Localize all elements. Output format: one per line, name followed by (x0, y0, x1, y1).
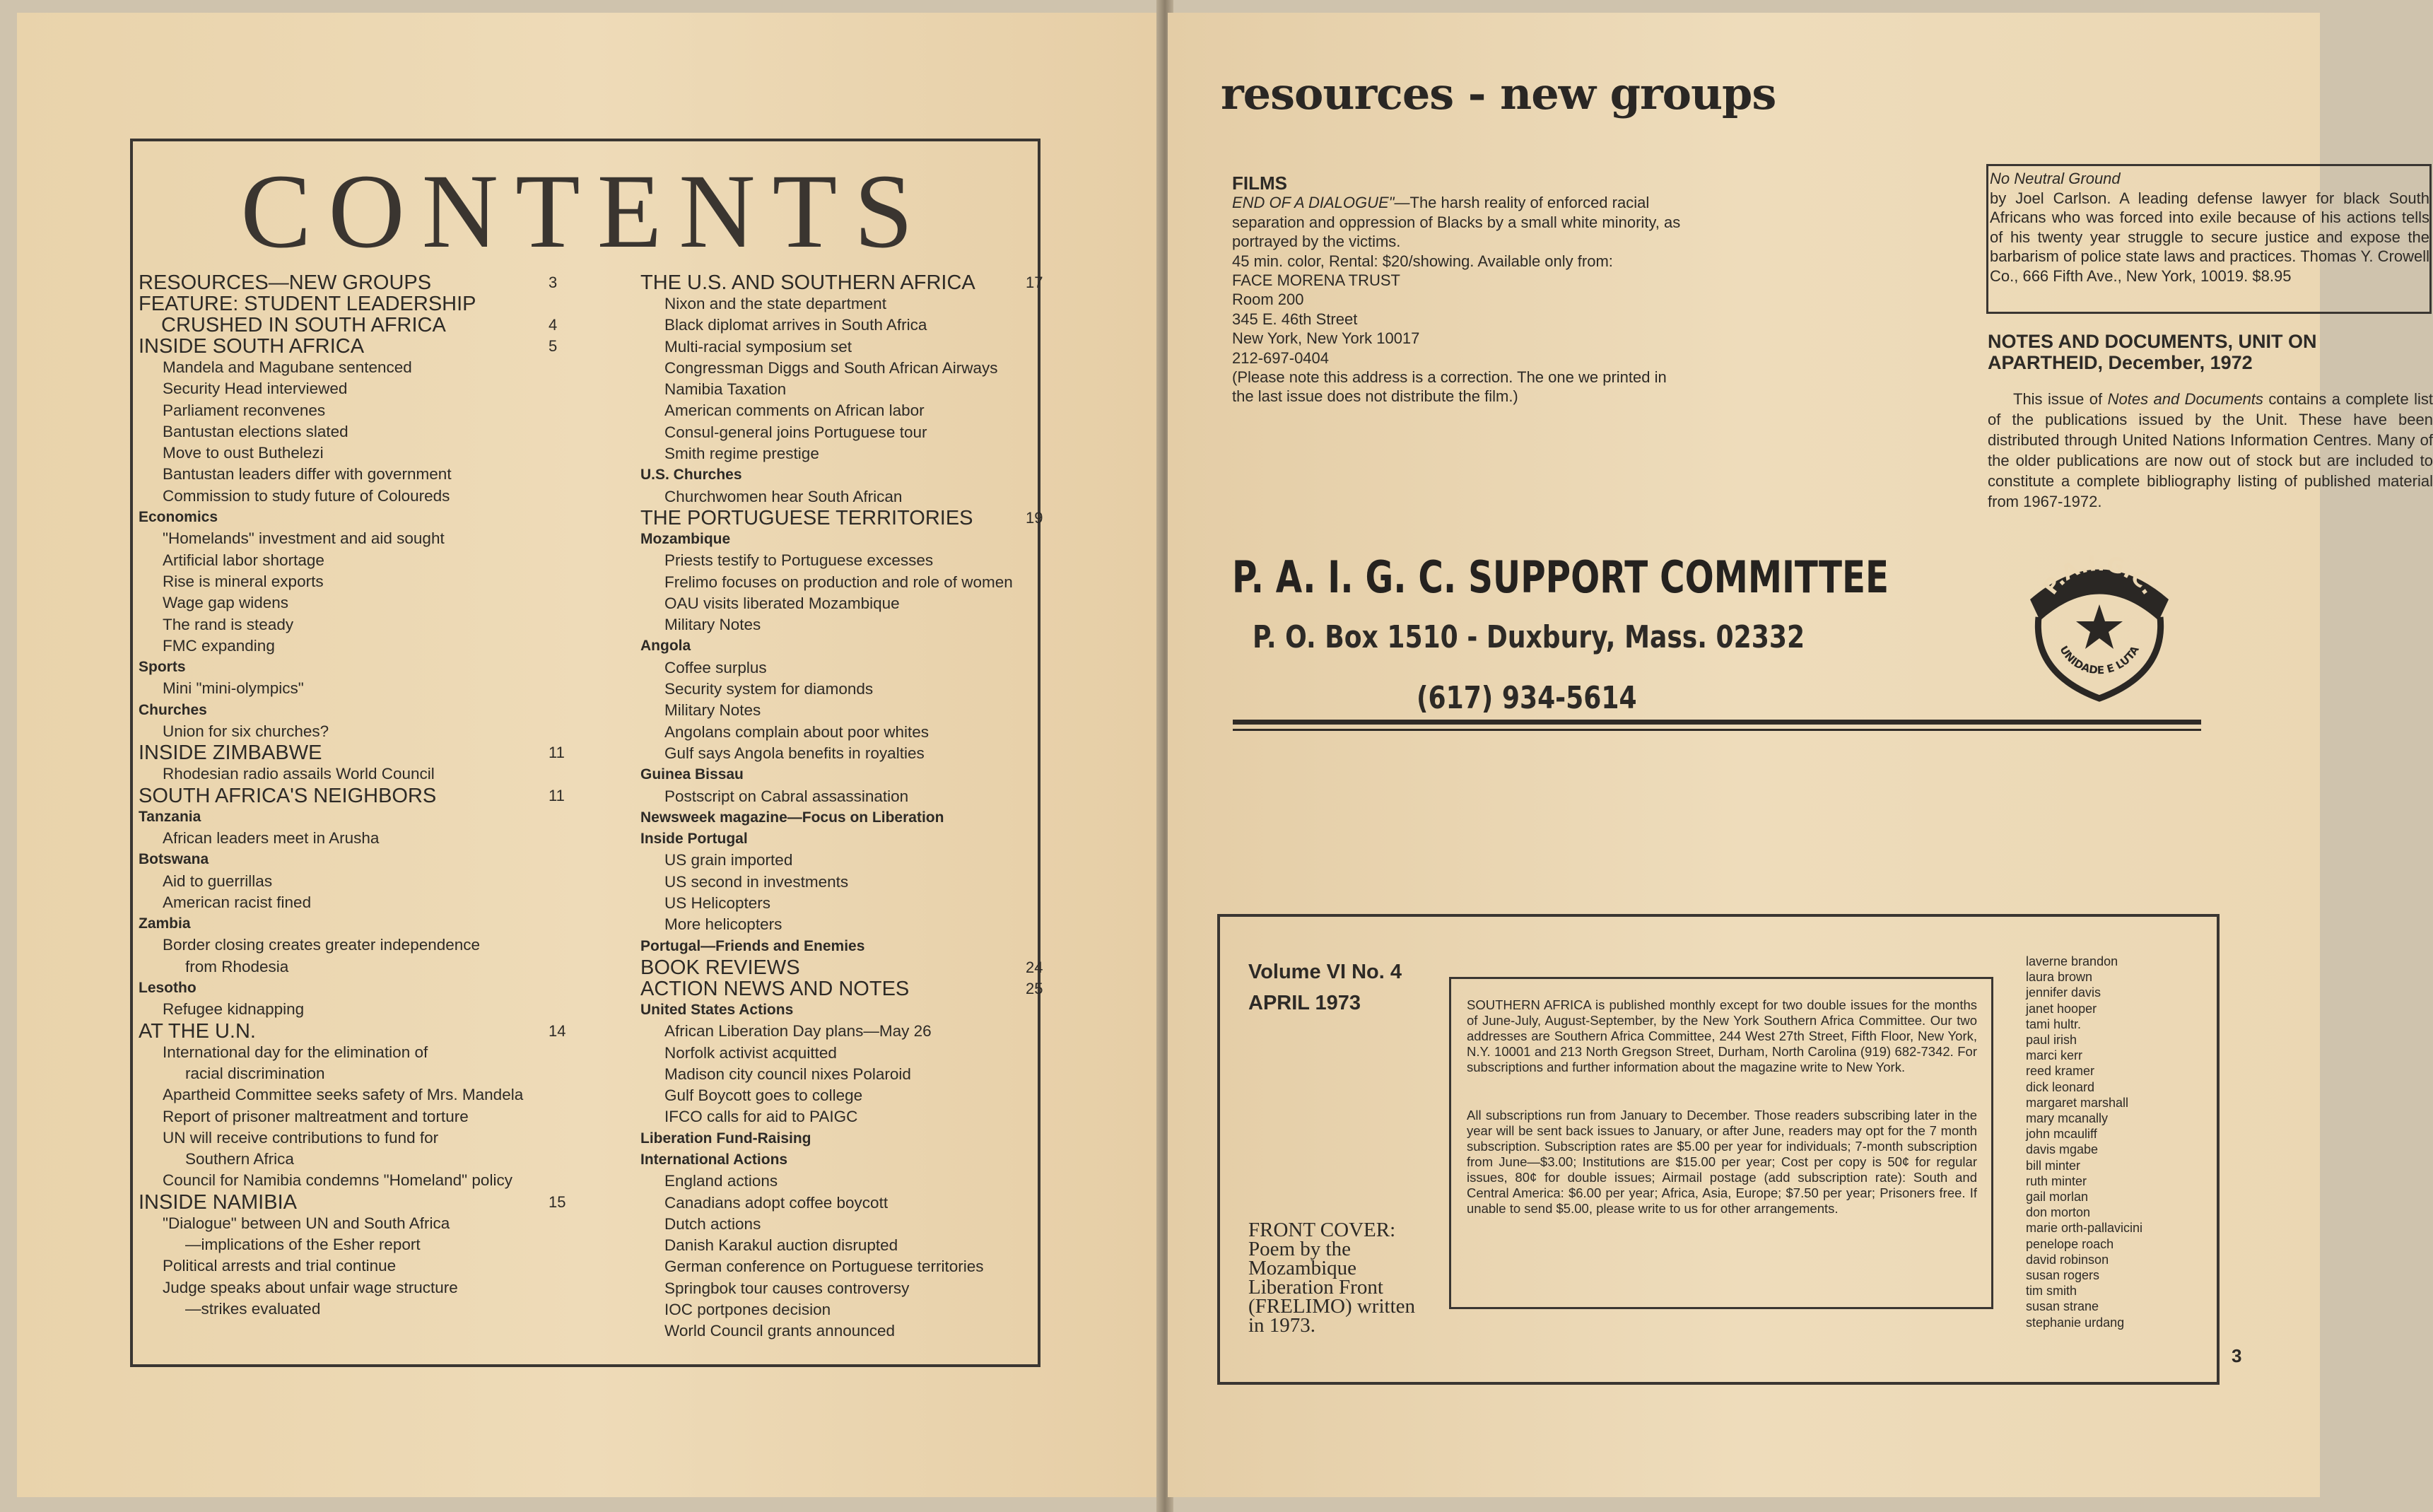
toc-entry-text: Parliament reconvenes (163, 401, 326, 419)
toc-item (640, 1320, 1036, 1342)
toc-entry-text: CRUSHED IN SOUTH AFRICA (161, 314, 446, 336)
toc-entry-text: Springbok tour causes controversy (664, 1279, 910, 1297)
film-details: 45 min. color, Rental: $20/showing. Available only from: (1232, 252, 1613, 270)
toc-entry-text: Churches (139, 701, 207, 718)
toc-item (640, 893, 1036, 914)
toc-item (139, 1106, 563, 1127)
toc-item (139, 1234, 563, 1255)
toc-entry-text: Border closing creates greater independence (163, 936, 481, 954)
toc-subsection (640, 764, 1036, 785)
staff-name: don morton (2026, 1205, 2091, 1220)
toc-entry-text: Congressman Diggs and South African Airways (664, 358, 998, 377)
toc-item (139, 828, 563, 849)
toc-section-heading (139, 315, 563, 336)
toc-entry-text: Guinea Bissau (640, 766, 744, 783)
toc-entry-text: Madison city council nixes Polaroid (664, 1065, 911, 1083)
staff-name: ruth minter (2026, 1173, 2087, 1188)
toc-entry-text: Nixon and the state department (664, 295, 886, 312)
seal-bottom-text: UNIDADE E LUTA (2057, 643, 2142, 677)
toc-subsection (139, 978, 563, 999)
toc-entry-text: Newsweek magazine—Focus on Liberation (640, 809, 944, 826)
toc-entry-text: Botswana (139, 851, 209, 868)
toc-entry-text: INSIDE ZIMBABWE (139, 742, 322, 765)
toc-item (139, 1063, 563, 1084)
toc-item (640, 914, 1036, 935)
toc-entry-text: OAU visits liberated Mozambique (664, 594, 900, 612)
toc-item (640, 1171, 1036, 1192)
films-listing (1232, 174, 1684, 406)
toc-item (640, 743, 1036, 764)
toc-entry-text: Report of prisoner maltreatment and torture (163, 1107, 469, 1125)
resources-page (1168, 13, 2433, 1497)
films-heading: FILMS (1232, 172, 1287, 194)
toc-item (640, 1043, 1036, 1064)
toc-entry-text: Apartheid Committee seeks safety of Mrs. Mandela (163, 1086, 524, 1104)
toc-item (139, 1255, 563, 1277)
toc-entry-text: Military Notes (664, 616, 761, 634)
toc-entry-text: Bantustan leaders differ with government (163, 465, 452, 484)
toc-entry-text: Economics (139, 509, 218, 526)
staff-name: stephanie urdang (2026, 1315, 2125, 1330)
toc-entry-text: IOC portpones decision (664, 1301, 831, 1319)
toc-item (139, 614, 563, 635)
toc-item (139, 486, 563, 507)
toc-section-heading (640, 977, 1043, 1000)
toc-entry-text: American racist fined (163, 893, 312, 911)
toc-item (139, 421, 563, 443)
toc-entry-text: Commission to study future of Coloureds (163, 486, 450, 505)
toc-subsection (640, 464, 1036, 486)
toc-entry-text: United States Actions (640, 1001, 794, 1018)
toc-section-heading (640, 956, 1043, 979)
toc-item (640, 700, 1036, 721)
staff-name: marci kerr (2026, 1048, 2082, 1063)
toc-item (640, 1064, 1036, 1085)
seal-top-text: P.A.I.G.C. (2038, 551, 2161, 600)
toc-entry-text: Consul-general joins Portuguese tour (664, 423, 927, 441)
toc-entry-text: —implications of the Esher report (185, 1235, 421, 1253)
toc-subsection (640, 635, 1036, 657)
staff-name: penelope roach (2026, 1236, 2114, 1251)
toc-left-column (139, 271, 566, 1320)
toc-item (640, 1214, 1036, 1235)
toc-entry-text: Priests testify to Portuguese excesses (664, 551, 934, 570)
toc-item (640, 1299, 1036, 1320)
toc-entry-text: Union for six churches? (163, 722, 329, 741)
toc-item (139, 1277, 563, 1299)
toc-page-number: 11 (549, 786, 565, 804)
toc-item (640, 679, 1036, 700)
toc-entry-text: Judge speaks about unfair wage structure (163, 1278, 458, 1296)
toc-item (640, 315, 1036, 336)
toc-section-heading (139, 742, 563, 763)
toc-subsection (139, 807, 563, 828)
toc-item (139, 400, 563, 421)
staff-name: david robinson (2026, 1252, 2109, 1267)
toc-item (139, 1299, 563, 1320)
toc-entry-text: Frelimo focuses on production and role of women (664, 573, 1013, 591)
toc-entry-text: THE PORTUGUESE TERRITORIES (640, 506, 973, 529)
toc-item (139, 1149, 563, 1170)
toc-entry-text: African Liberation Day plans—May 26 (664, 1022, 932, 1041)
resources-title: resources - new groups (1221, 68, 1776, 119)
film-org: FACE MORENA TRUST (1232, 271, 1400, 290)
toc-item (640, 593, 1036, 614)
toc-item (139, 592, 563, 614)
toc-item (640, 657, 1036, 679)
toc-page-number: 4 (549, 316, 558, 334)
toc-item (139, 1170, 563, 1191)
toc-item (640, 1192, 1036, 1214)
staff-name: john mcauliff (2026, 1127, 2097, 1142)
toc-page-number: 14 (549, 1021, 566, 1040)
toc-entry-text: U.S. Churches (640, 467, 742, 484)
toc-item (139, 934, 563, 956)
toc-entry-text: Bantustan elections slated (163, 422, 348, 440)
notes-heading: NOTES AND DOCUMENTS, UNIT ON APARTHEID, December, 1972 (1988, 331, 2317, 373)
toc-item (139, 378, 563, 399)
toc-item (640, 1085, 1036, 1106)
toc-entry-text: "Dialogue" between UN and South Africa (163, 1214, 450, 1232)
film-city: New York, New York 10017 (1232, 329, 1420, 348)
staff-name: tami hultr. (2026, 1016, 2082, 1031)
toc-item (139, 357, 563, 378)
toc-section-heading (139, 272, 563, 293)
toc-item (640, 400, 1036, 421)
toc-item (640, 422, 1036, 443)
toc-item (640, 1278, 1036, 1299)
toc-entry-text: Council for Namibia condemns "Homeland" policy (163, 1171, 512, 1190)
notes-paragraph: This issue of Notes and Documents contains a complete list of the publications issued by the Unit. These have been distributed through United Nations Information Centres. Many of the older publications are now out of stock but are included to constitute a complete bibliography listing of published material from 1967-1972. (1988, 390, 2433, 510)
toc-subsection (640, 1128, 1036, 1149)
toc-entry-text: Smith regime prestige (664, 445, 819, 463)
toc-entry-text: Danish Karakul auction disrupted (664, 1236, 898, 1255)
toc-section-heading (640, 271, 1043, 294)
toc-page-number: 15 (549, 1192, 566, 1211)
toc-entry-text: Tanzania (139, 808, 201, 825)
toc-entry-text: US grain imported (664, 851, 793, 869)
toc-entry-text: Angola (640, 638, 691, 655)
toc-entry-text: Canadians adopt coffee boycott (664, 1193, 889, 1212)
toc-subsection (640, 1000, 1036, 1021)
staff-name: mary mcanally (2026, 1111, 2109, 1126)
staff-list (2026, 954, 2142, 1330)
staff-name: marie orth-pallavicini (2026, 1221, 2143, 1236)
toc-entry-text: Political arrests and trial continue (163, 1257, 397, 1275)
toc-item (139, 528, 563, 549)
staff-name: davis mgabe (2026, 1142, 2099, 1157)
toc-entry-text: Rhodesian radio assails World Council (163, 765, 435, 783)
toc-entry-text: Mini "mini-olympics" (163, 679, 304, 698)
toc-entry-text: Postscript on Cabral assassination (664, 787, 909, 805)
staff-name: laverne brandon (2026, 954, 2118, 968)
toc-item (139, 571, 563, 592)
staff-name: margaret marshall (2026, 1095, 2129, 1110)
toc-entry-text: Military Notes (664, 701, 761, 720)
toc-entry-text: Namibia Taxation (664, 380, 787, 399)
toc-item (139, 871, 563, 892)
toc-entry-text: Zambia (139, 915, 191, 932)
toc-entry-text: International day for the elimination of (163, 1043, 428, 1061)
contents-page (17, 13, 1159, 1497)
toc-entry-text: Mandela and Magubane sentenced (163, 358, 412, 376)
toc-page-number: 5 (549, 337, 558, 355)
toc-item (640, 1106, 1036, 1127)
toc-entry-text: Gulf says Angola benefits in royalties (664, 744, 925, 762)
toc-subsection (640, 936, 1036, 957)
masthead-box (1217, 914, 2220, 1385)
contents-box (130, 139, 1043, 1367)
toc-page-number: 24 (1026, 958, 1043, 976)
toc-item (139, 550, 563, 571)
toc-page-number: 11 (549, 744, 565, 762)
film-description: END OF A DIALOGUE"—The harsh reality of enforced racial separation and oppression of Blacks by a small white minority, as portrayed by the victims. (1232, 194, 1681, 251)
toc-item (640, 443, 1036, 464)
toc-entry-text: Rise is mineral exports (163, 572, 324, 590)
toc-entry-text: Portugal—Friends and Enemies (640, 937, 865, 954)
toc-section-heading (640, 506, 1043, 529)
film-title: END OF A DIALOGUE" (1232, 194, 1395, 212)
toc-entry-text: US second in investments (664, 872, 849, 891)
toc-page-number: 25 (1026, 979, 1043, 997)
paigc-committee-name: P. A. I. G. C. SUPPORT COMMITTEE (1232, 551, 1889, 603)
toc-entry-text: —strikes evaluated (185, 1299, 321, 1318)
toc-subsection (139, 657, 563, 678)
toc-right-column (640, 271, 1043, 1342)
staff-name: gail morlan (2026, 1190, 2089, 1205)
front-cover-note: FRONT COVER: Poem by the Mozambique Liberation Front (FRELIMO) written in 1973. (1248, 1219, 1415, 1337)
issue-date: APRIL 1973 (1248, 992, 1361, 1014)
toc-entry-text: Inside Portugal (640, 831, 748, 848)
contents-title: CONTENTS (240, 153, 930, 270)
toc-entry-text: The rand is steady (163, 615, 294, 633)
toc-entry-text: Refugee kidnapping (163, 1000, 305, 1019)
toc-page-number: 19 (1026, 508, 1043, 527)
toc-entry-text: International Actions (640, 1151, 788, 1168)
toc-entry-text: US Helicopters (664, 894, 771, 913)
toc-entry-text: Black diplomat arrives in South Africa (664, 316, 927, 334)
toc-item (139, 763, 563, 785)
toc-entry-text: FEATURE: STUDENT LEADERSHIP (139, 293, 476, 315)
toc-entry-text: Security Head interviewed (163, 380, 348, 398)
film-phone: 212-697-0404 (1232, 348, 1330, 367)
toc-item (640, 550, 1036, 571)
toc-section-heading (139, 1019, 566, 1043)
toc-entry-text: INSIDE SOUTH AFRICA (139, 335, 365, 358)
toc-item (139, 1213, 563, 1234)
page-number: 3 (2232, 1345, 2242, 1366)
toc-item (640, 1235, 1036, 1256)
toc-item (640, 486, 1036, 508)
toc-item (640, 722, 1036, 743)
toc-entry-text: World Council grants announced (664, 1322, 896, 1340)
toc-section-heading (139, 336, 563, 357)
toc-entry-text: Aid to guerrillas (163, 872, 273, 890)
staff-name: tim smith (2026, 1284, 2077, 1299)
toc-section-heading (139, 293, 563, 315)
toc-entry-text: Wage gap widens (163, 594, 289, 612)
toc-item (640, 293, 1036, 315)
toc-entry-text: Artificial labor shortage (163, 551, 324, 569)
staff-name: paul irish (2026, 1033, 2077, 1048)
film-street: 345 E. 46th Street (1232, 310, 1358, 328)
toc-item (640, 872, 1036, 893)
toc-item (139, 999, 563, 1020)
film-note: (Please note this address is a correction. The one we printed in the last issue does not distribute the film.) (1232, 368, 1667, 406)
toc-page-number: 3 (549, 274, 558, 291)
publication-info: SOUTHERN AFRICA is published monthly except for two double issues for the months of June-July, August-September, by the New York Southern Africa Committee. Our two addresses are Southern Africa Committee, 244 West 27th Street, Fifth Floor, New York, N.Y. 10001 and 213 North Gregson Street, Durham, North Carolina (919) 682-7342. For subscriptions and further information about the magazine write to New York. (1467, 997, 1977, 1074)
toc-entry-text: Multi-racial symposium set (664, 337, 852, 356)
paigc-address: P. O. Box 1510 - Duxbury, Mass. 02332 (1253, 619, 1805, 655)
divider-rule-thick (1233, 720, 2201, 725)
toc-entry-text: Sports (139, 659, 186, 676)
toc-item (640, 358, 1036, 379)
toc-item (640, 572, 1036, 593)
toc-subsection (139, 849, 563, 870)
toc-entry-text: England actions (664, 1172, 778, 1190)
toc-entry-text: SOUTH AFRICA'S NEIGHBORS (139, 784, 437, 807)
toc-item (640, 850, 1036, 871)
toc-item (640, 1021, 1036, 1042)
toc-entry-text: More helicopters (664, 915, 782, 934)
publication-info-box (1449, 977, 1993, 1309)
film-room: Room 200 (1232, 291, 1304, 309)
toc-item (139, 443, 563, 464)
toc-item (640, 1256, 1036, 1277)
toc-entry-text: racial discrimination (185, 1064, 325, 1082)
toc-item (640, 379, 1036, 400)
toc-entry-text: from Rhodesia (185, 957, 289, 975)
toc-entry-text: Dutch actions (664, 1214, 761, 1233)
toc-subsection (640, 807, 1036, 828)
toc-item (640, 786, 1036, 807)
toc-entry-text: FMC expanding (163, 636, 275, 655)
toc-subsection (640, 828, 1036, 850)
paigc-seal-logo (2024, 546, 2174, 705)
book-listing-box (1986, 164, 2432, 314)
toc-entry-text: INSIDE NAMIBIA (139, 1190, 297, 1214)
toc-entry-text: "Homelands" investment and aid sought (163, 529, 445, 548)
toc-entry-text: AT THE U.N. (139, 1019, 256, 1043)
svg-text:UNIDADE E LUTA (2057, 643, 2142, 676)
toc-item (139, 956, 563, 978)
toc-entry-text: THE U.S. AND SOUTHERN AFRICA (640, 271, 975, 294)
toc-entry-text: Southern Africa (185, 1150, 294, 1168)
toc-entry-text: Mozambique (640, 530, 731, 547)
toc-item (139, 635, 563, 657)
toc-subsection (139, 507, 563, 528)
book-description: by Joel Carlson. A leading defense lawyer for black South Africans who was forced into exile because of his actions tells of his twenty year struggle to secure justice and expose the barbarism of police state laws and practices. Thomas Y. Crowell Co., 666 Fifth Ave., New York, 10019. $8.95 (1990, 189, 2429, 285)
toc-entry-text: Coffee surplus (664, 658, 767, 676)
toc-item (139, 892, 563, 913)
toc-entry-text: Gulf Boycott goes to college (664, 1086, 863, 1105)
toc-item (139, 1084, 563, 1106)
toc-subsection (139, 913, 563, 934)
toc-entry-text: American comments on African labor (664, 402, 925, 420)
toc-item (139, 678, 563, 699)
staff-name: dick leonard (2026, 1079, 2095, 1094)
staff-name: susan rogers (2026, 1268, 2100, 1283)
divider-rule-thin (1233, 729, 2201, 731)
toc-entry-text: Security system for diamonds (664, 680, 874, 698)
toc-entry-text: Churchwomen hear South African (664, 487, 903, 505)
toc-entry-text: IFCO calls for aid to PAIGC (664, 1108, 858, 1126)
toc-entry-text: RESOURCES—NEW GROUPS (139, 271, 432, 294)
staff-name: reed kramer (2026, 1064, 2095, 1079)
toc-item (139, 464, 563, 485)
toc-section-heading (139, 1190, 566, 1214)
toc-item (139, 721, 563, 742)
toc-entry-text: Angolans complain about poor whites (664, 722, 929, 741)
toc-subsection (139, 700, 563, 721)
toc-page-number: 17 (1026, 274, 1043, 291)
toc-section-heading (139, 785, 563, 807)
toc-subsection (640, 1149, 1036, 1171)
toc-item (139, 1127, 563, 1149)
toc-item (139, 1042, 563, 1063)
subscription-info: All subscriptions run from January to December. Those readers subscribing later in the year will be sent back issues to January, or after June, readers may opt for the 7 month subscription. Subscription rates are $5.00 per year for individuals; 7-month subscription from June—$3.00; Institutions are $15.00 per year; Cost per copy is 50¢ for regular issues, 80¢ for double issues; Airmail postage (add subscription rate): South and Central America: $6.00 per year; Africa, Asia, Europe; $7.50 per year; Prisoners free. If unable to send $5.00, please write to us for other arrangements. (1467, 1108, 1977, 1216)
toc-subsection (640, 529, 1036, 550)
toc-entry-text: UN will receive contributions to fund for (163, 1128, 439, 1147)
book-title: No Neutral Ground (1990, 170, 2121, 187)
volume-label: Volume VI No. 4 (1248, 961, 1402, 983)
staff-name: janet hooper (2026, 1001, 2097, 1016)
paigc-phone: (617) 934-5614 (1417, 680, 1637, 716)
toc-entry-text: BOOK REVIEWS (640, 956, 800, 979)
staff-name: jennifer davis (2026, 985, 2101, 1000)
toc-item (640, 336, 1036, 358)
toc-entry-text: African leaders meet in Arusha (163, 828, 380, 847)
toc-entry-text: ACTION NEWS AND NOTES (640, 977, 910, 1000)
toc-entry-text: Lesotho (139, 980, 197, 997)
toc-item (640, 614, 1036, 635)
staff-name: susan strane (2026, 1299, 2099, 1314)
staff-name: bill minter (2026, 1158, 2081, 1173)
staff-name: laura brown (2026, 970, 2093, 985)
toc-entry-text: German conference on Portuguese territories (664, 1258, 984, 1276)
toc-entry-text: Move to oust Buthelezi (163, 444, 324, 462)
toc-entry-text: Norfolk activist acquitted (664, 1043, 837, 1062)
toc-entry-text: Liberation Fund-Raising (640, 1130, 811, 1147)
